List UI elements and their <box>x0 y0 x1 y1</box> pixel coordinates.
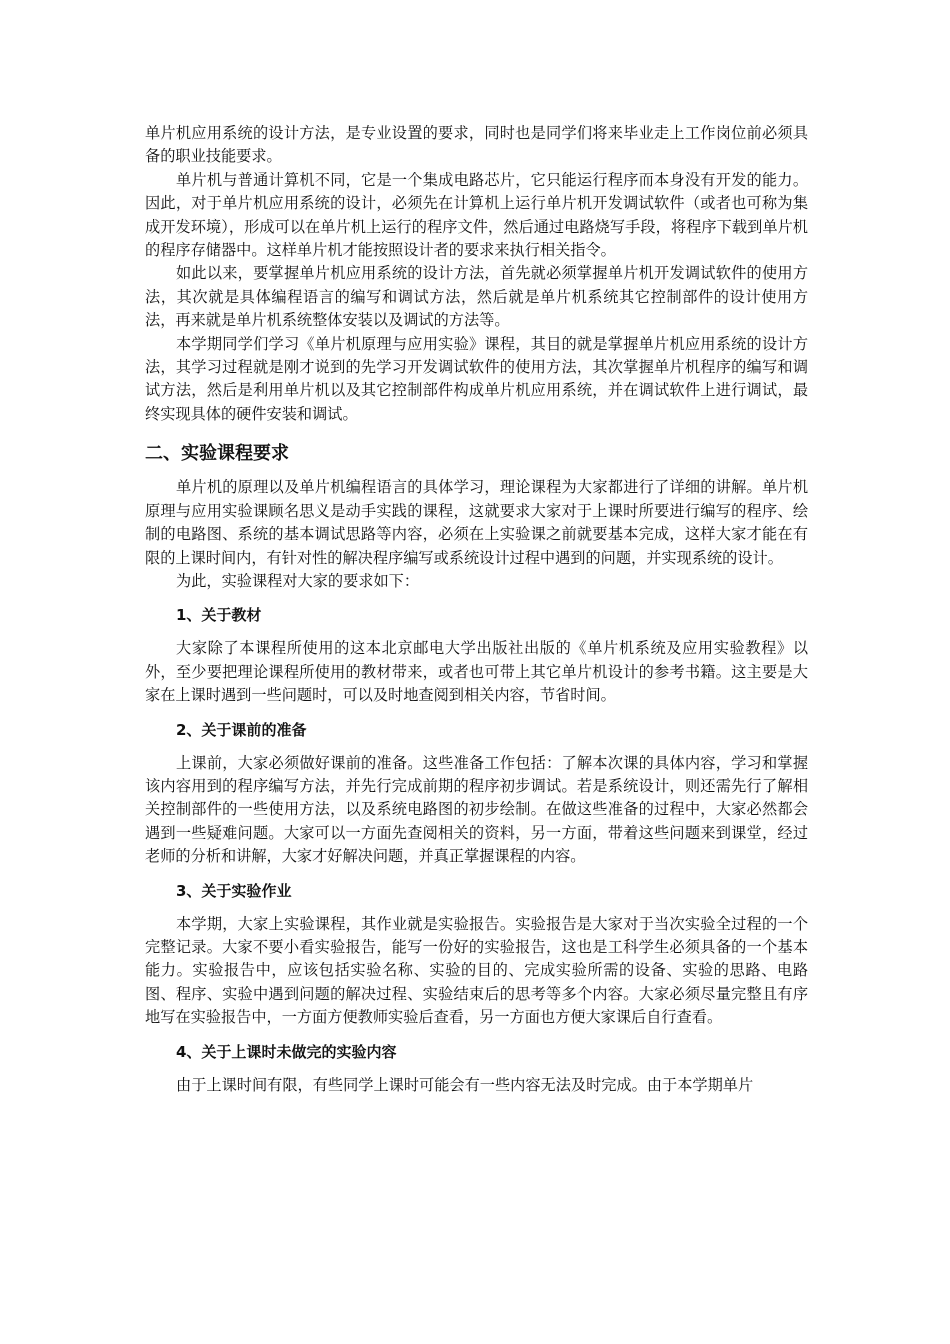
paragraph: 单片机的原理以及单片机编程语言的具体学习，理论课程为大家都进行了详细的讲解。单片机原理与应用实验课顾名思义是动手实践的课程，这就要求大家对于上课时所要进行编写的程序、绘制的电路图、系统的基本调试思路等内容，必须在上实验课之前就要基本完成，这样大家才能在有限的上课时间内，有针对性的解决程序编写或系统设计过程中遇到的问题，并实现系统的设计。 <box>145 478 808 567</box>
section-heading: 二、实验课程要求 <box>145 443 289 465</box>
paragraph-continued: 单片机应用系统的设计方法，是专业设置的要求，同时也是同学们将来毕业走上工作岗位前必须具备的职业技能要求。 <box>145 124 808 166</box>
paragraph: 由于上课时间有限，有些同学上课时可能会有一些内容无法及时完成。由于本学期单片 <box>176 1075 754 1094</box>
paragraph: 为此，实验课程对大家的要求如下： <box>176 571 419 590</box>
paragraph: 单片机与普通计算机不同，它是一个集成电路芯片，它只能运行程序而本身没有开发的能力。因此，对于单片机应用系统的设计，必须先在计算机上运行单片机开发调试软件（或者也可称为集成开发环境），形成可以在单片机上运行的程序文件，然后通过电路烧写手段，将程序下载到单片机的程序存储器中。这样单片机才能按照设计者的要求来执行相关指令。 <box>145 170 808 260</box>
paragraph: 大家除了本课程所使用的这本北京邮电大学出版社出版的《单片机系统及应用实验教程》以外，至少要把理论课程所使用的教材带来，或者也可带上其它单片机设计的参考书籍。这主要是大家在上课时遇到一些问题时，可以及时地查阅到相关内容，节省时间。 <box>145 639 808 705</box>
subsection-heading: 3、关于实验作业 <box>176 881 292 900</box>
paragraph: 如此以来，要掌握单片机应用系统的设计方法，首先就必须掌握单片机开发调试软件的使用方法，其次就是具体编程语言的编写和调试方法，然后就是单片机系统其它控制部件的设计使用方法，再来就是单片机系统整体安装以及调试的方法等。 <box>145 264 808 330</box>
subsection-heading: 2、关于课前的准备 <box>176 720 307 739</box>
paragraph: 本学期同学们学习《单片机原理与应用实验》课程，其目的就是掌握单片机应用系统的设计方法，其学习过程就是刚才说到的先学习开发调试软件的使用方法，其次掌握单片机程序的编写和调试方法，然后是利用单片机以及其它控制部件构成单片机应用系统，并在调试软件上进行调试，最终实现具体的硬件安装和调试。 <box>145 334 808 423</box>
subsection-heading: 4、关于上课时未做完的实验内容 <box>176 1042 397 1061</box>
document-body <box>145 122 808 1097</box>
subsection-heading: 1、关于教材 <box>176 606 262 625</box>
paragraph: 本学期，大家上实验课程，其作业就是实验报告。实验报告是大家对于当次实验全过程的一个完整记录。大家不要小看实验报告，能写一份好的实验报告，这也是工科学生必须具备的一个基本能力。实验报告中，应该包括实验名称、实验的目的、完成实验所需的设备、实验的思路、电路图、程序、实验中遇到问题的解决过程、实验结束后的思考等多个内容。大家必须尽量完整且有序地写在实验报告中，一方面方便教师实验后查看，另一方面也方便大家课后自行查看。 <box>145 914 808 1027</box>
paragraph: 上课前，大家必须做好课前的准备。这些准备工作包括：了解本次课的具体内容，学习和掌握该内容用到的程序编写方法，并先行完成前期的程序初步调试。若是系统设计，则还需先行了解相关控制部件的一些使用方法，以及系统电路图的初步绘制。在做这些准备的过程中，大家必然都会遇到一些疑难问题。大家可以一方面先查阅相关的资料，另一方面，带着这些问题来到课堂，经过老师的分析和讲解，大家才好解决问题，并真正掌握课程的内容。 <box>145 753 808 866</box>
